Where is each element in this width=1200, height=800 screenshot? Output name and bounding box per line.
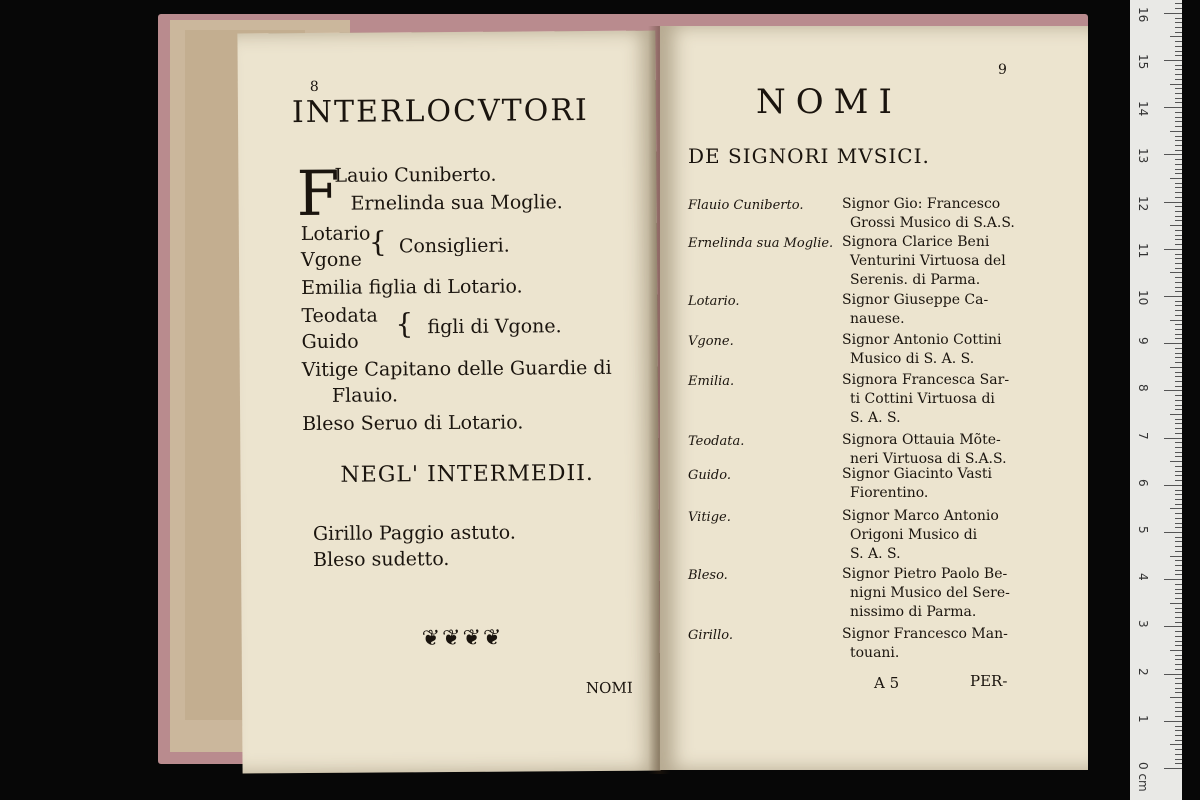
cast-role: Flauio Cuniberto. [688, 198, 804, 213]
character-line: Bleso sudetto. [313, 548, 450, 571]
ruler-tick [1175, 608, 1182, 609]
ornament-fleuron: ❦❦❦❦ [421, 625, 504, 652]
ruler-tick [1175, 574, 1182, 575]
ruler-tick [1164, 721, 1182, 722]
ruler-tick [1175, 659, 1182, 660]
right-page [660, 26, 1088, 770]
ruler-tick [1175, 258, 1182, 259]
ruler-tick [1175, 386, 1182, 387]
ruler-tick [1170, 178, 1182, 179]
ruler-tick [1175, 263, 1182, 264]
ruler-tick [1175, 669, 1182, 670]
ruler-tick [1175, 357, 1182, 358]
ruler-tick [1175, 112, 1182, 113]
ruler-label: 4 [1136, 573, 1150, 581]
cast-role: Emilia. [688, 374, 735, 389]
ruler-tick [1175, 164, 1182, 165]
cast-singer-line: Signor Pietro Paolo Be- [842, 566, 1008, 582]
ruler-label: 8 [1136, 384, 1150, 393]
ruler-tick [1175, 664, 1182, 665]
ruler-tick [1175, 126, 1182, 127]
ruler-tick [1175, 102, 1182, 103]
ruler-tick [1175, 305, 1182, 306]
cast-singer-line: neri Virtuosa di S.A.S. [850, 451, 1007, 467]
ruler-tick [1175, 475, 1182, 476]
ruler-tick [1175, 3, 1182, 4]
ruler-tick [1170, 603, 1182, 604]
ruler-tick [1164, 202, 1182, 203]
cast-singer-line: Serenis. di Parma. [850, 272, 981, 288]
ruler-label: 11 [1136, 242, 1150, 259]
ruler-tick [1175, 645, 1182, 646]
ruler-label: 0 cm [1136, 762, 1150, 792]
catchword: NOMI [585, 678, 633, 698]
cast-singer-line: Grossi Musico di S.A.S. [850, 215, 1015, 231]
cast-singer-line: Signora Clarice Beni [842, 234, 990, 250]
ruler-tick [1175, 117, 1182, 118]
ruler-tick [1175, 513, 1182, 514]
ruler-tick [1175, 419, 1182, 420]
left-page-number: 8 [309, 78, 319, 95]
ruler-tick [1175, 22, 1182, 23]
ruler-tick [1175, 18, 1182, 19]
left-page [237, 31, 660, 774]
ruler-label: 12 [1136, 195, 1150, 211]
ruler-tick [1175, 268, 1182, 269]
ruler-tick [1170, 367, 1182, 368]
ruler-tick [1175, 593, 1182, 594]
cast-singer-line: Signor Giacinto Vasti [842, 466, 992, 482]
ruler-tick [1175, 678, 1182, 679]
ruler-tick [1175, 726, 1182, 727]
ruler-tick [1175, 452, 1182, 453]
cast-singer-line: Signor Marco Antonio [842, 508, 999, 524]
ruler-tick [1164, 249, 1182, 250]
cast-singer-line: S. A. S. [850, 410, 901, 426]
ruler-label: 5 [1136, 526, 1150, 534]
ruler-tick [1170, 461, 1182, 462]
ruler-tick [1175, 136, 1182, 137]
ruler-tick [1175, 173, 1182, 174]
ruler-tick [1175, 338, 1182, 339]
left-page-title: INTERLOCVTORI [291, 93, 589, 131]
ruler-tick [1175, 499, 1182, 500]
ruler-tick [1170, 508, 1182, 509]
ruler-tick [1175, 51, 1182, 52]
ruler-tick [1175, 622, 1182, 623]
ruler-tick [1175, 631, 1182, 632]
cast-role: Vgone. [688, 334, 734, 349]
character-line: Flauio. [331, 384, 399, 407]
ruler-tick [1175, 372, 1182, 373]
ruler-tick [1175, 527, 1182, 528]
ruler-tick [1175, 46, 1182, 47]
ruler-tick [1175, 546, 1182, 547]
cast-role: Guido. [688, 468, 731, 483]
ruler-tick [1175, 565, 1182, 566]
ruler-label: 16 [1136, 6, 1150, 23]
cast-role: Vitige. [688, 510, 731, 525]
ruler-tick [1164, 674, 1182, 675]
ruler-tick [1175, 409, 1182, 410]
ruler-tick [1175, 735, 1182, 736]
character-line: Guido [301, 330, 359, 354]
ruler-tick [1175, 362, 1182, 363]
ruler-tick [1175, 428, 1182, 429]
cast-singer-line: Signor Francesco Man- [842, 626, 1008, 642]
ruler-tick [1175, 494, 1182, 495]
ruler-tick [1175, 239, 1182, 240]
ruler-tick [1175, 55, 1182, 56]
ruler-tick [1175, 584, 1182, 585]
ruler-tick [1175, 244, 1182, 245]
ruler-tick [1175, 324, 1182, 325]
cast-singer-line: Signora Francesca Sar- [842, 372, 1010, 388]
ruler-tick [1170, 650, 1182, 651]
ruler-tick [1175, 197, 1182, 198]
ruler-label: 13 [1136, 148, 1150, 164]
ruler-tick [1175, 730, 1182, 731]
ruler-tick [1175, 381, 1182, 382]
ruler-tick [1175, 74, 1182, 75]
ruler-label: 15 [1136, 54, 1150, 70]
intermedii-heading: NEGL' INTERMEDII. [340, 460, 594, 488]
ruler-tick [1175, 702, 1182, 703]
ruler-tick [1170, 697, 1182, 698]
ruler-tick [1175, 442, 1182, 443]
ruler-tick [1175, 353, 1182, 354]
ruler-tick [1175, 612, 1182, 613]
ruler-tick [1175, 220, 1182, 221]
ruler-tick [1175, 641, 1182, 642]
cast-role: Teodata. [688, 434, 745, 449]
character-line: Teodata [301, 304, 378, 328]
ruler-tick [1164, 768, 1182, 769]
brace-glyph: { [395, 307, 414, 341]
ruler-tick [1175, 121, 1182, 122]
character-line: Ernelinda sua Moglie. [350, 191, 563, 215]
ruler-tick [1164, 532, 1182, 533]
ruler-tick [1164, 626, 1182, 627]
ruler-tick [1175, 230, 1182, 231]
ruler-tick [1175, 716, 1182, 717]
ruler-label: 10 [1136, 290, 1150, 306]
ruler-tick [1170, 84, 1182, 85]
ruler-tick [1175, 65, 1182, 66]
right-page-title: NOMI [756, 82, 902, 122]
ruler-tick [1175, 711, 1182, 712]
cast-singer-line: nissimo di Parma. [850, 604, 977, 620]
ruler-tick [1175, 541, 1182, 542]
brace-glyph: { [368, 225, 387, 259]
ruler-label: 2 [1136, 667, 1150, 676]
ruler-tick [1164, 13, 1182, 14]
ruler-tick [1175, 617, 1182, 618]
character-line: Lotario [300, 222, 371, 246]
ruler-tick [1164, 154, 1182, 155]
ruler-tick [1175, 169, 1182, 170]
ruler-tick [1175, 480, 1182, 481]
ruler-tick [1175, 400, 1182, 401]
cast-singer-line: nigni Musico del Sere- [850, 585, 1010, 601]
ruler-tick [1175, 456, 1182, 457]
cast-singer-line: Signor Giuseppe Ca- [842, 292, 989, 308]
ruler-tick [1175, 287, 1182, 288]
ruler-tick [1175, 187, 1182, 188]
ruler-tick [1175, 192, 1182, 193]
ruler-tick [1175, 183, 1182, 184]
ruler-tick [1175, 749, 1182, 750]
character-line: Lauio Cuniberto. [334, 163, 497, 187]
ruler-tick [1175, 376, 1182, 377]
ruler-tick [1175, 523, 1182, 524]
ruler-tick [1175, 348, 1182, 349]
ruler-tick [1175, 27, 1182, 28]
character-line: Vgone [300, 248, 362, 272]
ruler-tick [1175, 206, 1182, 207]
ruler-label: 3 [1136, 620, 1150, 629]
ruler-tick [1175, 759, 1182, 760]
ruler-tick [1175, 560, 1182, 561]
ruler-tick [1175, 88, 1182, 89]
ruler-tick [1164, 485, 1182, 486]
cast-role: Girillo. [688, 628, 733, 643]
signature-mark: A 5 [874, 674, 900, 692]
right-page-number: 9 [998, 62, 1007, 78]
ruler-tick [1164, 390, 1182, 391]
ruler-tick [1175, 69, 1182, 70]
cast-singer-line: Origoni Musico di [850, 527, 978, 543]
ruler-tick [1170, 131, 1182, 132]
ruler-tick [1175, 683, 1182, 684]
ruler-tick [1164, 107, 1182, 108]
ruler-tick [1175, 301, 1182, 302]
ruler-tick [1175, 8, 1182, 9]
ruler-tick [1175, 537, 1182, 538]
ruler-tick [1175, 570, 1182, 571]
ruler-tick [1170, 414, 1182, 415]
ruler-label: 14 [1136, 101, 1150, 117]
cast-singer-line: ti Cottini Virtuosa di [850, 391, 995, 407]
ruler-tick [1175, 254, 1182, 255]
cast-role: Lotario. [688, 294, 740, 309]
ruler-tick [1175, 447, 1182, 448]
ruler-tick [1164, 438, 1182, 439]
ruler-tick [1175, 490, 1182, 491]
ruler-tick [1175, 334, 1182, 335]
cast-singer-line: touani. [850, 645, 900, 661]
measurement-ruler [1130, 0, 1182, 800]
character-line: Vitige Capitano delle Guardie di [301, 356, 612, 382]
ruler-tick [1175, 140, 1182, 141]
ruler-tick [1175, 655, 1182, 656]
ruler-tick [1175, 216, 1182, 217]
right-page-subtitle: DE SIGNORI MVSICI. [688, 144, 930, 168]
ruler-tick [1170, 744, 1182, 745]
ruler-tick [1170, 556, 1182, 557]
ruler-tick [1164, 60, 1182, 61]
ruler-tick [1175, 145, 1182, 146]
ruler-tick [1175, 518, 1182, 519]
ruler-label: 6 [1136, 478, 1150, 487]
character-line: Girillo Paggio astuto. [312, 521, 516, 545]
ruler-tick [1175, 277, 1182, 278]
ruler-tick [1175, 315, 1182, 316]
ruler-tick [1175, 41, 1182, 42]
ruler-tick [1170, 320, 1182, 321]
cast-singer-line: Signora Ottauia Mõte- [842, 432, 1001, 448]
cast-singer-line: Fiorentino. [850, 485, 929, 501]
catchword: PER- [970, 672, 1008, 690]
ruler-tick [1175, 504, 1182, 505]
ruler-tick [1175, 551, 1182, 552]
ruler-tick [1175, 740, 1182, 741]
ruler-tick [1175, 589, 1182, 590]
cast-singer-line: Signor Gio: Francesco [842, 196, 1001, 212]
ruler-tick [1175, 150, 1182, 151]
ruler-tick [1175, 692, 1182, 693]
ruler-tick [1175, 98, 1182, 99]
group-label: figli di Vgone. [427, 315, 562, 339]
ruler-tick [1175, 159, 1182, 160]
ruler-label: 9 [1136, 337, 1150, 345]
ruler-tick [1164, 343, 1182, 344]
ruler-tick [1175, 433, 1182, 434]
character-line: Emilia figlia di Lotario. [301, 275, 523, 300]
cast-singer-line: S. A. S. [850, 546, 901, 562]
cast-singer-line: Musico di S. A. S. [850, 351, 975, 367]
ruler-tick [1175, 79, 1182, 80]
ruler-tick [1170, 272, 1182, 273]
cast-role: Bleso. [688, 568, 728, 583]
ruler-tick [1175, 763, 1182, 764]
ruler-tick [1175, 310, 1182, 311]
ruler-tick [1175, 688, 1182, 689]
ruler-tick [1175, 32, 1182, 33]
ruler-tick [1175, 636, 1182, 637]
cast-singer-line: Signor Antonio Cottini [842, 332, 1002, 348]
ruler-label: 1 [1136, 714, 1150, 723]
ruler-tick [1175, 291, 1182, 292]
ruler-tick [1175, 405, 1182, 406]
ruler-tick [1175, 282, 1182, 283]
ruler-tick [1175, 754, 1182, 755]
ruler-tick [1175, 395, 1182, 396]
ruler-tick [1175, 423, 1182, 424]
ruler-tick [1175, 466, 1182, 467]
ruler-tick [1170, 36, 1182, 37]
ruler-tick [1164, 579, 1182, 580]
cast-role: Ernelinda sua Moglie. [688, 236, 834, 251]
ruler-tick [1175, 235, 1182, 236]
ruler-tick [1164, 296, 1182, 297]
ruler-tick [1175, 598, 1182, 599]
cast-singer-line: nauese. [850, 311, 905, 327]
character-line: Bleso Seruo di Lotario. [302, 411, 524, 436]
group-label: Consiglieri. [398, 234, 510, 258]
ruler-tick [1175, 329, 1182, 330]
cast-singer-line: Venturini Virtuosa del [850, 253, 1006, 269]
ruler-label: 7 [1136, 431, 1150, 440]
drop-initial: F [296, 156, 340, 231]
ruler-tick [1175, 707, 1182, 708]
ruler-tick [1170, 225, 1182, 226]
ruler-tick [1175, 93, 1182, 94]
ruler-tick [1175, 211, 1182, 212]
ruler-tick [1175, 471, 1182, 472]
